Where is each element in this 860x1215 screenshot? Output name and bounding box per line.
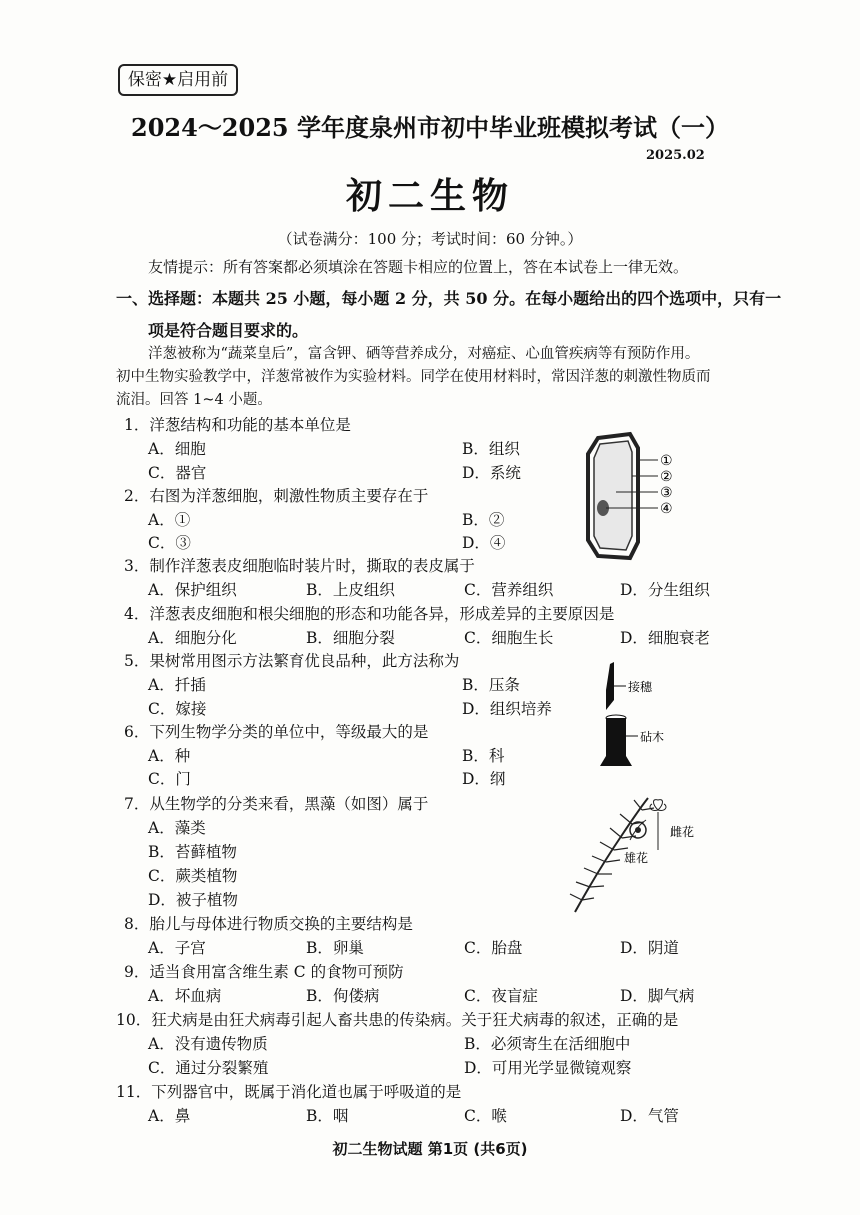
q7-option-c: C．蕨类植物: [148, 867, 238, 885]
section-intro: [116, 343, 752, 412]
q4-option-b: B．细胞分裂: [306, 629, 395, 647]
q8-option-c: C．胎盘: [464, 939, 523, 957]
question-1-stem: 1．洋葱结构和功能的基本单位是: [124, 416, 351, 434]
q11-option-c: C．喉: [464, 1107, 507, 1125]
q9-option-d: D．脚气病: [620, 987, 695, 1005]
cell-label-2: ②: [660, 469, 673, 485]
q10-option-c: C．通过分裂繁殖: [148, 1059, 269, 1077]
q8-option-d: D．阴道: [620, 939, 679, 957]
q2-option-c: C．③: [148, 534, 191, 552]
q3-option-b: B．上皮组织: [306, 581, 395, 599]
q5-option-d: D．组织培养: [462, 700, 552, 718]
q11-option-d: D．气管: [620, 1107, 679, 1125]
female-flower-label: 雌花: [670, 825, 695, 839]
q1-option-d: D．系统: [462, 464, 521, 482]
q7-option-d: D．被子植物: [148, 891, 238, 909]
question-11-stem: 11．下列器官中，既属于消化道也属于呼吸道的是: [116, 1083, 462, 1101]
question-6-stem: 6．下列生物学分类的单位中，等级最大的是: [124, 723, 429, 741]
q11-option-b: B．咽: [306, 1107, 349, 1125]
q4-option-d: D．细胞衰老: [620, 629, 710, 647]
q1-option-b: B．组织: [462, 440, 520, 458]
q9-option-c: C．夜盲症: [464, 987, 538, 1005]
scion-label: 接穗: [628, 680, 653, 694]
friendly-tip: 友情提示：所有答案都必须填涂在答题卡相应的位置上，答在本试卷上一律无效。: [148, 258, 689, 276]
q10-option-d: D．可用光学显微镜观察: [464, 1059, 632, 1077]
q6-option-a: A．种: [148, 747, 191, 765]
question-2-stem: 2．右图为洋葱细胞，刺激性物质主要存在于: [124, 487, 429, 505]
question-9-stem: 9．适当食用富含维生素 C 的食物可预防: [124, 963, 404, 981]
q2-option-a: A．①: [148, 511, 191, 529]
intro-line: 洋葱被称为“蔬菜皇后”，富含钾、硒等营养成分，对癌症、心血管疾病等有预防作用。: [148, 346, 700, 362]
q2-option-d: D．④: [462, 534, 506, 552]
q2-option-b: B．②: [462, 511, 505, 529]
exam-info: （试卷满分：100 分；考试时间：60 分钟。）: [277, 230, 583, 248]
section-heading-cont: 项是符合题目要求的。: [148, 321, 309, 340]
question-3-stem: 3．制作洋葱表皮细胞临时装片时，撕取的表皮属于: [124, 557, 475, 575]
question-8-stem: 8．胎儿与母体进行物质交换的主要结构是: [124, 915, 413, 933]
confidential-stamp: 保密★启用前: [118, 64, 238, 96]
q7-option-a: A．藻类: [148, 819, 206, 837]
q3-option-d: D．分生组织: [620, 581, 710, 599]
question-10-stem: 10．狂犬病是由狂犬病毒引起人畜共患的传染病。关于狂犬病毒的叙述，正确的是: [116, 1011, 679, 1029]
exam-title: 2024～2025 学年度泉州市初中毕业班模拟考试（一）: [131, 113, 729, 142]
q4-option-a: A．细胞分化: [148, 629, 237, 647]
q10-option-a: A．没有遗传物质: [148, 1035, 268, 1053]
q1-option-c: C．器官: [148, 464, 207, 482]
q8-option-b: B．卵巢: [306, 939, 364, 957]
question-4-stem: 4．洋葱表皮细胞和根尖细胞的形态和功能各异，形成差异的主要原因是: [124, 605, 615, 623]
hydrilla-figure: [560, 790, 710, 918]
q5-option-a: A．扦插: [148, 676, 206, 694]
q9-option-a: A．坏血病: [148, 987, 222, 1005]
question-5-stem: 5．果树常用图示方法繁育优良品种，此方法称为: [124, 652, 460, 670]
grafting-figure: [588, 660, 698, 772]
cell-label-1: ①: [660, 453, 673, 469]
page-footer: 初二生物试题 第1页 (共6页): [332, 1140, 528, 1158]
q3-option-a: A．保护组织: [148, 581, 237, 599]
section-heading: 一、选择题：本题共 25 小题，每小题 2 分，共 50 分。在每小题给出的四个选项中，只有一: [116, 289, 782, 308]
q6-option-d: D．纲: [462, 770, 506, 788]
q6-option-b: B．科: [462, 747, 505, 765]
q7-option-b: B．苔藓植物: [148, 843, 237, 861]
q1-option-a: A．细胞: [148, 440, 206, 458]
intro-line: 流泪。回答 1~4 小题。: [116, 392, 272, 408]
cell-label-4: ④: [660, 501, 673, 517]
q5-option-c: C．嫁接: [148, 700, 207, 718]
question-7-stem: 7．从生物学的分类来看，黑藻（如图）属于: [124, 795, 429, 813]
q3-option-c: C．营养组织: [464, 581, 554, 599]
q10-option-b: B．必须寄生在活细胞中: [464, 1035, 631, 1053]
q11-option-a: A．鼻: [148, 1107, 191, 1125]
male-flower-label: 雄花: [624, 851, 649, 865]
q4-option-c: C．细胞生长: [464, 629, 554, 647]
cell-label-3: ③: [660, 485, 673, 501]
q5-option-b: B．压条: [462, 676, 520, 694]
onion-cell-figure: [580, 430, 700, 565]
q6-option-c: C．门: [148, 770, 191, 788]
q9-option-b: B．佝偻病: [306, 987, 380, 1005]
rootstock-label: 砧木: [640, 730, 665, 744]
q8-option-a: A．子宫: [148, 939, 206, 957]
subject-title: 初二生物: [345, 175, 514, 217]
intro-line: 初中生物实验教学中，洋葱常被作为实验材料。同学在使用材料时，常因洋葱的刺激性物质而: [116, 369, 711, 385]
exam-date: 2025.02: [646, 148, 705, 163]
